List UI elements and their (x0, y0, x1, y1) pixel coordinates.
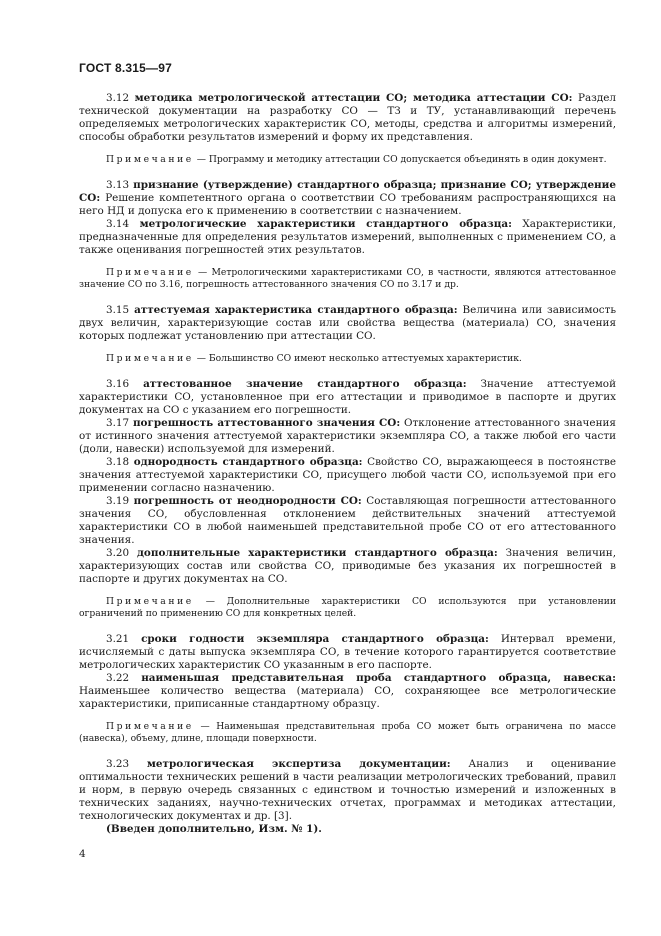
note-text: Программу и методику аттестации СО допускается объединять в один документ. (208, 154, 607, 165)
clause-text: Интервал времени, исчисляемый с даты выпуска экземпляра СО, в течение которого гарантируется соответствие метрологических характеристик СО указанным в его паспорте. (79, 633, 616, 671)
clause-term: погрешность аттестованного значения СО: (132, 417, 401, 429)
clause-term: признание (утверждение) стандартного образца; признание СО; утверждение СО: (79, 179, 616, 204)
note-label: Примечание (106, 353, 194, 364)
clause-number: 3.13 (106, 179, 130, 191)
clause-3-18 (79, 456, 616, 495)
clause-text: Анализ и оценивание оптимальности технических решений в части реализации метрологических требований, правил и норм, в первую очередь связанных с единством и точностью измерений и изложенных в технических заданиях, научно-технических отчетах, программах и методиках аттестации, технологических документах и др. [3]. (79, 758, 616, 822)
note-label: Примечание (106, 267, 194, 278)
clause-term: аттестуемая характеристика стандартного образца: (134, 304, 458, 316)
note-text: Наименьшая представительная проба СО может быть ограничена по массе (навеска), объему, длине, площади поверхности. (79, 721, 616, 744)
clause-3-19 (79, 495, 616, 547)
clause-3-14 (79, 218, 616, 257)
clause-number: 3.20 (106, 547, 130, 559)
note-label: Примечание (106, 721, 194, 732)
clause-text: Составляющая погрешности аттестованного значения СО, обусловленная отклонением действительных значений аттестуемой характеристики СО в любой наименьшей представительной пробе СО от его аттестованного значения. (79, 495, 617, 546)
clause-term: методика метрологической аттестации СО; методика аттестации СО: (134, 92, 573, 104)
note-2: Примечание — Метрологическими характеристиками СО, в частности, являются аттестованное значение СО по 3.16, погрешность аттестованного значения СО по 3.17 и др. (79, 267, 617, 290)
clause-text: Отклонение аттестованного значения от истинного значения аттестуемой характеристики экземпляра СО, а также любой его части (доли, навески) используемой для измерений. (79, 417, 616, 455)
clause-term: погрешность от неоднородности СО: (133, 495, 362, 507)
amendment-note: (Введен дополнительно, Изм. № 1). (106, 823, 322, 835)
note-text: Метрологическими характеристиками СО, в частности, являются аттестованное значение СО по 3.16, погрешность аттестованного значения СО по 3.17 и др. (79, 267, 617, 290)
clause-term: сроки годности экземпляра стандартного образца: (141, 633, 489, 645)
clause-term: однородность стандартного образца: (133, 456, 363, 468)
clause-number: 3.14 (106, 218, 130, 230)
clause-term: наименьшая представительная проба стандартного образца, навеска: (141, 672, 616, 684)
clause-number: 3.22 (106, 672, 130, 684)
note-1: Примечание — Программу и методику аттестации СО допускается объединять в один документ. (106, 154, 607, 165)
document-header: ГОСТ 8.315—97 (79, 61, 172, 75)
clause-term: метрологическая экспертиза документации: (146, 758, 451, 770)
clause-term: аттестованное значение стандартного образца: (143, 378, 467, 390)
clause-text: Свойство СО, выражающееся в постоянстве значения аттестуемой характеристики СО, присущего любой части СО, используемой при его применении согласно назначению. (79, 456, 617, 494)
clause-number: 3.12 (106, 92, 130, 104)
clause-number: 3.23 (106, 758, 130, 770)
clause-3-21 (79, 633, 616, 672)
clause-term: дополнительные характеристики стандартного образца: (137, 547, 498, 559)
note-3: Примечание — Большинство СО имеют несколько аттестуемых характеристик. (106, 353, 522, 364)
clause-text: Значения величин, характеризующих состав или свойства СО, приводимые без указания их погрешностей в паспорте и других документах на СО. (79, 547, 617, 585)
note-text: Дополнительные характеристики СО используются при установлении ограничений по применению СО для конкретных целей. (79, 596, 616, 619)
note-4: Примечание — Дополнительные характеристики СО используются при установлении ограничений по применению СО для конкретных целей. (79, 596, 616, 619)
document-body (79, 92, 616, 836)
clause-3-23 (79, 758, 616, 823)
clause-number: 3.17 (106, 417, 130, 429)
clause-text: Значение аттестуемой характеристики СО, установленное при его аттестации и приводимое в паспорте и других документах на СО с указанием его погрешности. (79, 378, 616, 416)
note-label: Примечание (106, 596, 194, 607)
note-label: Примечание (106, 154, 194, 165)
clause-3-16 (79, 378, 616, 417)
clause-number: 3.16 (106, 378, 130, 390)
clause-number: 3.18 (106, 456, 130, 468)
clause-text: Раздел технической документации на разработку СО — ТЗ и ТУ, устанавливающий перечень определяемых метрологических характеристик СО, методы, средства и алгоритмы измерений, способы обработки результатов измерений и форму их представления. (79, 92, 616, 143)
clause-3-17 (79, 417, 616, 456)
clause-number: 3.21 (106, 633, 130, 645)
note-text: Большинство СО имеют несколько аттестуемых характеристик. (208, 353, 522, 364)
clause-3-22 (79, 672, 616, 711)
clause-3-13 (79, 179, 616, 218)
page-number: 4 (79, 848, 86, 860)
clause-text: Наименьшее количество вещества (материала) СО, сохраняющее все метрологические характеристики, приписанные стандартному образцу. (79, 685, 616, 710)
clause-number: 3.15 (106, 304, 130, 316)
clause-3-20 (79, 547, 616, 586)
clause-number: 3.19 (106, 495, 130, 507)
note-5: Примечание — Наименьшая представительная проба СО может быть ограничена по массе (навеска), объему, длине, площади поверхности. (79, 721, 616, 744)
clause-term: метрологические характеристики стандартного образца: (139, 218, 512, 230)
clause-text: Решение компетентного органа о соответствии СО требованиям распространяющихся на него НД и допуска его к применению в соответствии с назначением. (79, 192, 616, 217)
clause-3-15 (79, 304, 616, 343)
clause-text: Величина или зависимость двух величин, характеризующие состав или свойства вещества (материала) СО, значения которых подлежат установлению при аттестации СО. (79, 304, 616, 342)
clause-text: Характеристики, предназначенные для определения результатов измерений, выполненных с применением СО, а также оценивания погрешностей этих результатов. (79, 218, 616, 256)
clause-3-12 (79, 92, 616, 144)
